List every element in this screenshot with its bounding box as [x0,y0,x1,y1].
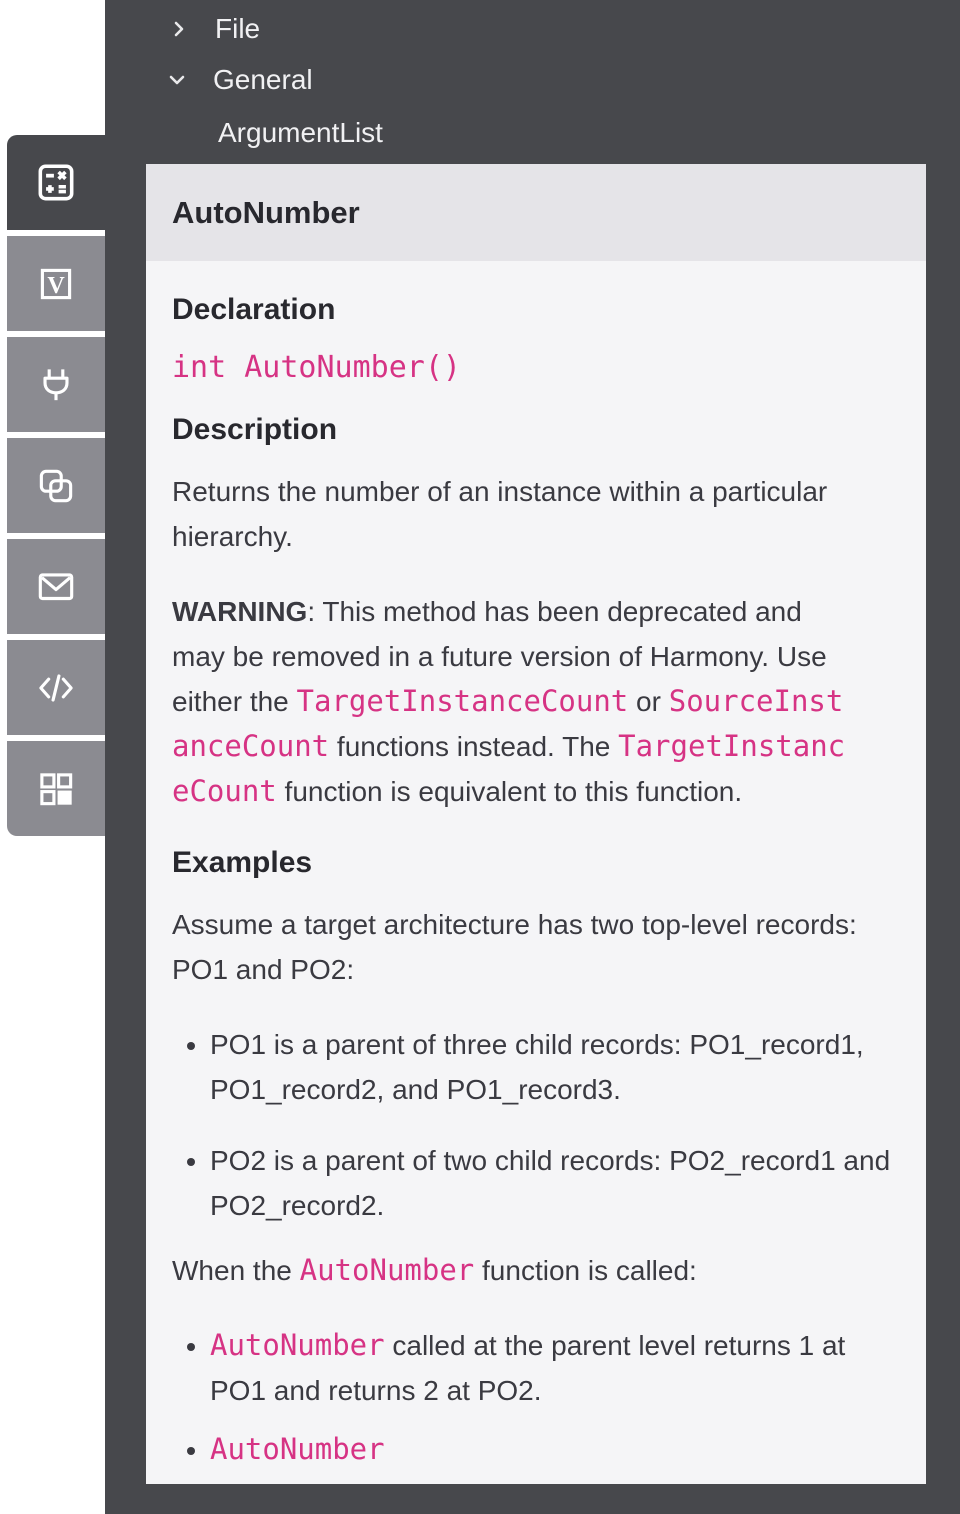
grid-icon [33,766,79,812]
sidebar-tool-connector[interactable] [7,337,105,432]
paragraph: WARNING: This method has been deprecated and may be removed in a future version of Harmony. Use either the TargetInstanceCount or SourceInst anceCount functions instead. The TargetInstanc eCount function is equivalent to this function. [172,596,846,808]
link-icon [33,463,79,509]
paragraph: Returns the number of an instance within a particular hierarchy. [172,476,828,552]
sidebar-tool-links[interactable] [7,438,105,533]
plug-icon [33,362,79,408]
code-icon [33,665,79,711]
sidebar-tool-calculator[interactable] [7,135,105,230]
tree-item-label: File [215,13,261,44]
list-item: • PO1 is a parent of three child records: PO1_record1, PO1_record2, and PO1_record3. [210,1022,896,1112]
list-item: • AutoNumber called at the parent level returns 1 at PO1 and returns 2 at PO2. [210,1323,896,1413]
sidebar-tool-variables[interactable] [7,236,105,331]
page-title: AutoNumber [172,194,360,230]
tree-item-file[interactable] [170,8,260,50]
paragraph: Assume a target architecture has two top-level records: PO1 and PO2: [172,909,857,985]
section-heading-declaration: Declaration [172,293,336,326]
sidebar-tool-modules[interactable] [7,741,105,836]
section-heading-description: Description [172,413,338,446]
tree-item-general[interactable] [168,59,313,101]
list-item-clipped: • AutoNumber [210,1427,896,1472]
doc-body [146,261,926,1472]
chevron-right-icon [170,20,188,38]
variable-icon [33,261,79,307]
svg-text:V: V [47,272,65,299]
mail-icon [33,564,79,610]
sidebar-tool-mail[interactable] [7,539,105,634]
list-item: • PO2 is a parent of two child records: PO2_record1 and PO2_record2. [210,1138,896,1228]
declaration-code: int AutoNumber() [172,350,461,385]
doc-header [146,164,926,261]
bullet-list [172,1022,896,1228]
calculator-icon [33,160,79,206]
tree-item-label: General [213,64,313,95]
chevron-down-icon [168,71,186,89]
sidebar-tool-script[interactable] [7,640,105,735]
paragraph: When the AutoNumber function is called: [172,1253,697,1287]
bullet-list [172,1323,896,1472]
tree-item-argumentlist[interactable] [218,112,383,154]
doc-panel [146,164,926,1484]
tree-item-label: ArgumentList [218,117,383,148]
section-heading-examples: Examples [172,846,313,879]
sidebar-toolbar [7,135,105,836]
